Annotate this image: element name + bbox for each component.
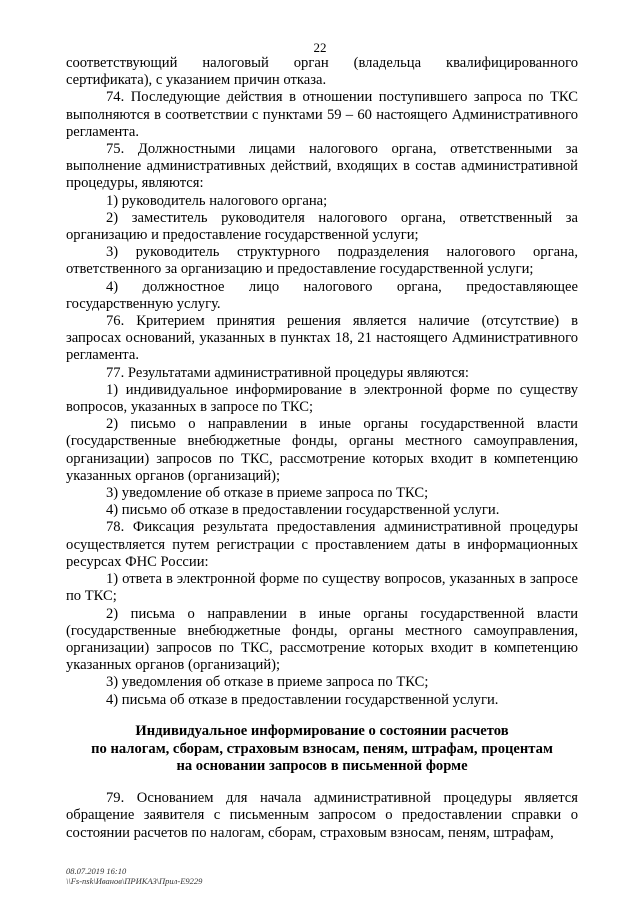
paragraph-continuation: соответствующий налоговый орган (владельца квалифицированного сертификата), с указанием причин отказа. [66, 55, 578, 89]
list-item-75-3: 3) руководитель структурного подразделения налогового органа, ответственного за организацию и предоставление государственной услуги; [66, 244, 578, 278]
paragraph-74: 74. Последующие действия в отношении поступившего запроса по ТКС выполняются в соответствии с пунктами 59 – 60 настоящего Административного регламента. [66, 89, 578, 140]
list-item-75-2: 2) заместитель руководителя налогового органа, ответственный за организацию и предоставление государственной услуги; [66, 209, 578, 244]
section-heading-line-1: Индивидуальное информирование о состоянии расчетов [135, 722, 509, 739]
list-item-75-4: 4) должностное лицо налогового органа, предоставляющее государственную услугу. [66, 278, 578, 312]
footer-file-path: \\Fs-nsk\Иванов\ПРИКАЗ\Прил-E9229 [66, 876, 203, 886]
section-heading-line-2: по налогам, сборам, страховым взносам, пеням, штрафам, процентам [91, 740, 553, 757]
paragraph-79: 79. Основанием для начала административной процедуры является обращение заявителя с письменным запросом о предоставлении справки о состоянии расчетов по налогам, сборам, страховым взносам, пеням, штрафам, [66, 790, 578, 841]
paragraph-75: 75. Должностными лицами налогового органа, ответственными за выполнение административных действий, входящих в состав административной процедуры, являются: [66, 141, 578, 192]
paragraph-78: 78. Фиксация результата предоставления административной процедуры осуществляется путем регистрации с проставлением даты в информационных ресурсах ФНС России: [66, 519, 578, 570]
list-item-78-3: 3) уведомления об отказе в приеме запроса по ТКС; [106, 674, 429, 691]
list-item-78-1: 1) ответа в электронной форме по существу вопросов, указанных в запросе по ТКС; [66, 571, 578, 605]
section-heading-line-3: на основании запросов в письменной форме [176, 758, 468, 775]
list-item-78-4: 4) письма об отказе в предоставлении государственной услуги. [106, 691, 499, 708]
section-heading [66, 723, 578, 776]
footer-timestamp: 08.07.2019 16:10 [66, 866, 127, 876]
page-number: 22 [313, 40, 327, 55]
paragraph-77: 77. Результатами административной процедуры являются: [106, 364, 469, 381]
document-body [66, 55, 578, 842]
list-item-77-3: 3) уведомление об отказе в приеме запроса по ТКС; [106, 485, 429, 502]
paragraph-76: 76. Критерием принятия решения является наличие (отсутствие) в запросах оснований, указанных в пунктах 18, 21 настоящего Административного регламента. [66, 313, 578, 364]
list-item-77-4: 4) письмо об отказе в предоставлении государственной услуги. [106, 502, 500, 519]
document-footer [66, 866, 202, 886]
list-item-78-2: 2) письма о направлении в иные органы государственной власти (государственные внебюджетные фонды, органы местного самоуправления, организации) запросов по ТКС, рассмотрение которых входит в компетенцию указанных органов (организаций); [66, 605, 578, 674]
list-item-77-2: 2) письмо о направлении в иные органы государственной власти (государственные внебюджетные фонды, органы местного самоуправления, организации) запросов по ТКС, рассмотрение которых входит в компетенцию указанных органов (организаций); [66, 416, 578, 484]
list-item-75-1: 1) руководитель налогового органа; [106, 192, 328, 209]
list-item-77-1: 1) индивидуальное информирование в электронной форме по существу вопросов, указанных в запросе по ТКС; [66, 381, 578, 416]
